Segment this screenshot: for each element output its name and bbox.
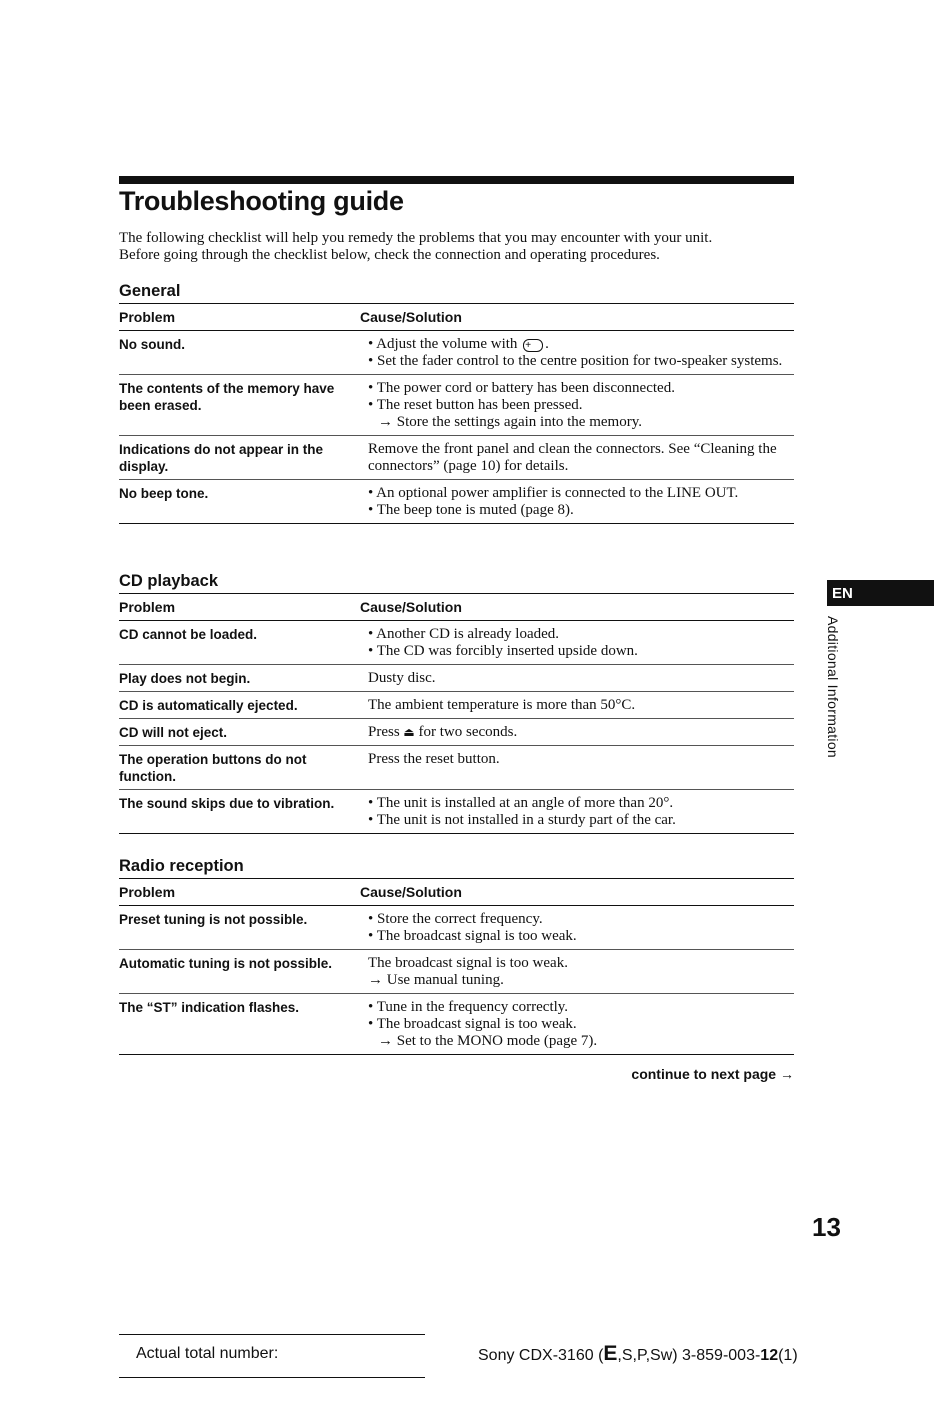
footer-rev-tail: (1) <box>778 1347 798 1364</box>
solution-text: → Set to the MONO mode (page 7). <box>378 1033 598 1049</box>
solution-line <box>368 502 794 519</box>
page-number: 13 <box>812 1212 841 1242</box>
solution-line <box>368 380 794 397</box>
table-row <box>119 331 794 375</box>
solution-line <box>368 812 794 829</box>
solution-line <box>368 441 794 475</box>
footer-rev: 12 <box>760 1347 779 1364</box>
solution-line <box>368 397 794 414</box>
solution-text: → Store the settings again into the memory. <box>378 414 642 430</box>
table-header <box>119 304 794 331</box>
column-header-problem: Problem <box>119 599 176 615</box>
solution-cell <box>368 751 794 785</box>
solution-line <box>368 724 794 741</box>
solution-text: • The unit is not installed in a sturdy part of the car. <box>368 812 676 828</box>
table-body <box>119 331 794 524</box>
solution-line <box>368 626 794 643</box>
table-row <box>119 480 794 524</box>
problem-cell: The operation buttons do not function. <box>119 752 307 784</box>
section-general <box>119 280 794 524</box>
solution-cell <box>368 999 794 1050</box>
table-body <box>119 621 794 834</box>
section-heading: CD playback <box>119 570 794 594</box>
solution-text: Dusty disc. <box>368 670 436 686</box>
solution-cell <box>368 336 794 370</box>
table-row <box>119 692 794 719</box>
solution-text: Press the reset button. <box>368 751 500 767</box>
table-body <box>119 906 794 1055</box>
column-header-problem: Problem <box>119 884 176 900</box>
solution-cell <box>368 911 794 945</box>
solution-suffix: for two seconds. <box>414 724 518 740</box>
solution-text: • The beep tone is muted (page 8). <box>368 502 574 518</box>
solution-line <box>368 414 794 431</box>
table-header <box>119 879 794 906</box>
solution-line <box>368 697 794 714</box>
section-radio-reception <box>119 855 794 1055</box>
solution-cell <box>368 795 794 829</box>
table-row <box>119 790 794 834</box>
solution-text: • The CD was forcibly inserted upside down. <box>368 643 638 659</box>
solution-cell <box>368 626 794 660</box>
footer-model-code <box>478 1342 798 1366</box>
footer-rule-bottom <box>119 1377 425 1378</box>
solution-line <box>368 955 794 972</box>
table-row <box>119 375 794 436</box>
solution-line <box>368 336 794 353</box>
solution-text: • Store the correct frequency. <box>368 911 543 927</box>
table-row <box>119 665 794 692</box>
problem-cell: The contents of the memory have been erased. <box>119 381 335 413</box>
section-cd-playback <box>119 570 794 834</box>
problem-cell: Preset tuning is not possible. <box>119 912 308 927</box>
problem-cell: Automatic tuning is not possible. <box>119 956 333 971</box>
intro-line: Before going through the checklist below, check the connection and operating procedures. <box>119 247 660 263</box>
solution-cell <box>368 955 794 989</box>
section-heading: Radio reception <box>119 855 794 879</box>
table-row <box>119 746 794 790</box>
solution-text: • An optional power amplifier is connected to the LINE OUT. <box>368 485 739 501</box>
table-row <box>119 950 794 994</box>
problem-cell: CD cannot be loaded. <box>119 627 258 642</box>
table-row <box>119 621 794 665</box>
column-header-solution: Cause/Solution <box>360 884 462 900</box>
problem-cell: CD will not eject. <box>119 725 228 740</box>
solution-cell <box>368 380 794 431</box>
problem-cell: The “ST” indication flashes. <box>119 1000 300 1015</box>
solution-cell <box>368 485 794 519</box>
solution-line <box>368 353 794 370</box>
solution-cell <box>368 697 794 714</box>
footer-rule-top <box>119 1334 425 1335</box>
intro-text <box>119 230 799 264</box>
volume-plus-icon: + <box>523 339 543 352</box>
solution-line <box>368 911 794 928</box>
problem-cell: CD is automatically ejected. <box>119 698 298 713</box>
solution-text: The broadcast signal is too weak. <box>368 955 568 971</box>
intro-line: The following checklist will help you remedy the problems that you may encounter with your unit. <box>119 230 713 246</box>
solution-line <box>368 1016 794 1033</box>
page-title: Troubleshooting guide <box>119 186 404 216</box>
solution-text: Remove the front panel and clean the connectors. See “Cleaning the connectors” (page 10) for details. <box>368 441 777 474</box>
language-tab: EN <box>827 580 934 606</box>
problem-cell: Indications do not appear in the display. <box>119 442 324 474</box>
top-rule <box>119 176 794 184</box>
problem-cell: No sound. <box>119 337 185 352</box>
table-row <box>119 906 794 950</box>
solution-text: → Use manual tuning. <box>368 972 504 988</box>
solution-line <box>368 751 794 768</box>
problem-cell: The sound skips due to vibration. <box>119 796 335 811</box>
solution-text: • The unit is installed at an angle of more than 20°. <box>368 795 674 811</box>
table-row <box>119 994 794 1055</box>
solution-line <box>368 485 794 502</box>
solution-text: • The power cord or battery has been disconnected. <box>368 380 675 396</box>
problem-cell: Play does not begin. <box>119 671 251 686</box>
solution-text: • The broadcast signal is too weak. <box>368 1016 577 1032</box>
solution-text: Press <box>368 724 400 740</box>
column-header-solution: Cause/Solution <box>360 309 462 325</box>
footer-lang-main: E <box>603 1342 618 1365</box>
solution-line <box>368 928 794 945</box>
solution-text: The ambient temperature is more than 50°C. <box>368 697 636 713</box>
table-row <box>119 436 794 480</box>
solution-text: • Set the fader control to the centre position for two-speaker systems. <box>368 353 783 369</box>
solution-cell <box>368 670 794 687</box>
solution-line <box>368 670 794 687</box>
solution-line <box>368 643 794 660</box>
solution-line <box>368 972 794 989</box>
solution-line <box>368 795 794 812</box>
footer-lang-rest: ,S,P,Sw) 3-859-003- <box>617 1347 761 1364</box>
solution-suffix: . <box>545 336 549 352</box>
eject-icon: ⏏ <box>403 725 415 739</box>
solution-text: • Another CD is already loaded. <box>368 626 560 642</box>
side-section-label: Additional Information <box>825 616 841 759</box>
solution-line <box>368 999 794 1016</box>
continue-next-page: continue to next page → <box>631 1066 794 1082</box>
column-header-problem: Problem <box>119 309 176 325</box>
solution-text: • The broadcast signal is too weak. <box>368 928 577 944</box>
solution-cell <box>368 441 794 475</box>
section-heading: General <box>119 280 794 304</box>
solution-text: • Adjust the volume with <box>368 336 518 352</box>
solution-cell <box>368 724 794 741</box>
solution-text: • The reset button has been pressed. <box>368 397 583 413</box>
solution-text: • Tune in the frequency correctly. <box>368 999 569 1015</box>
column-header-solution: Cause/Solution <box>360 599 462 615</box>
problem-cell: No beep tone. <box>119 486 209 501</box>
table-row <box>119 719 794 746</box>
footer-model: Sony CDX-3160 ( <box>478 1347 604 1364</box>
footer-total-number: Actual total number: <box>136 1345 279 1362</box>
solution-line <box>368 1033 794 1050</box>
table-header <box>119 594 794 621</box>
